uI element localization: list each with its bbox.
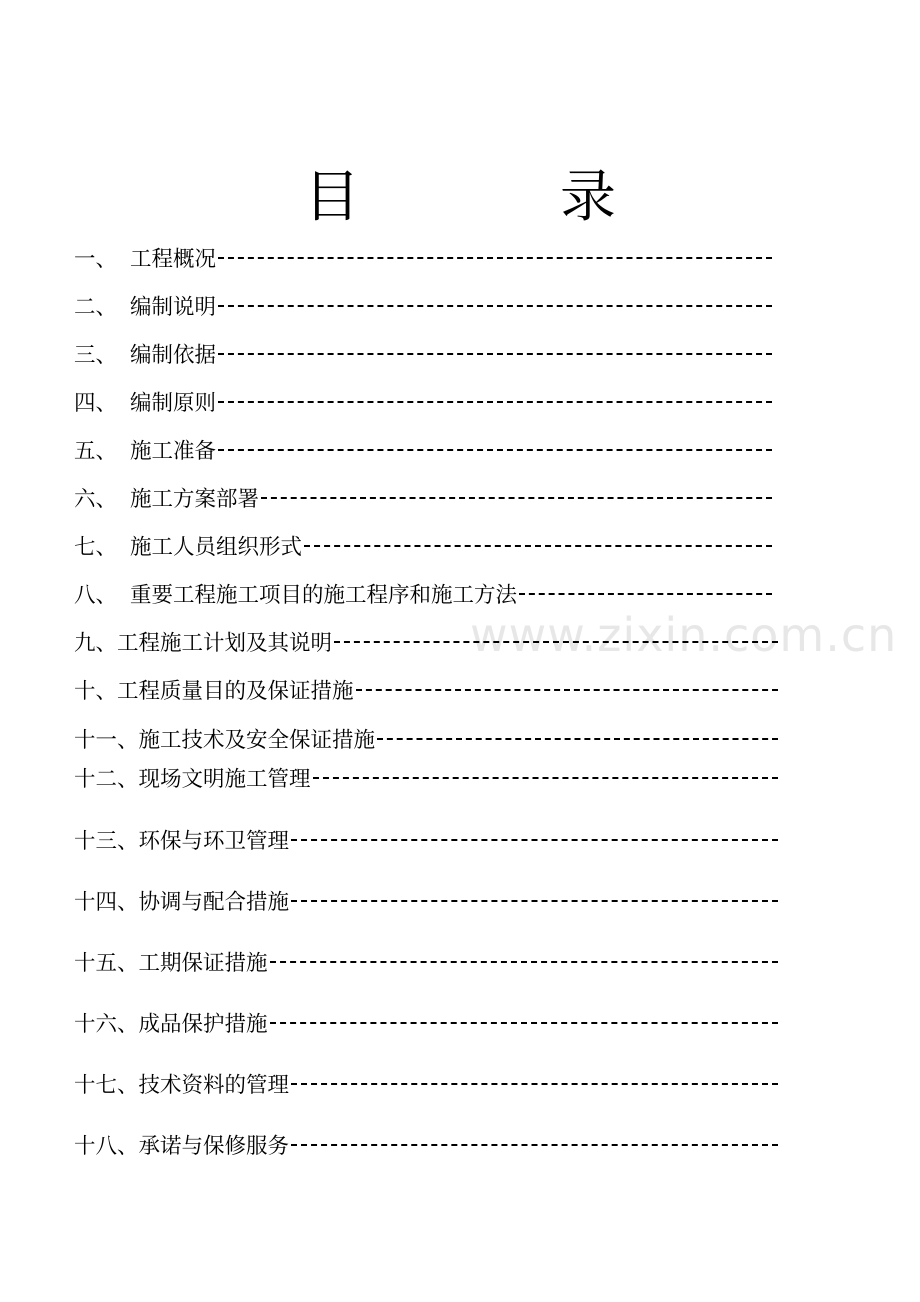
watermark: www.zixin.com.cn xyxy=(470,608,898,662)
toc-entry-number: 十七、 xyxy=(74,1072,139,1098)
toc-entry-number: 九、 xyxy=(74,630,118,656)
toc-entry-label: 成品保护措施 xyxy=(138,1011,268,1037)
toc-entry-number: 十六、 xyxy=(74,1011,139,1037)
page-title: 目 录 xyxy=(304,165,688,230)
toc-entry-number: 十八、 xyxy=(74,1133,139,1159)
toc-entry xyxy=(74,289,772,321)
toc-entry xyxy=(74,481,772,513)
toc-entry-label: 施工技术及安全保证措施 xyxy=(138,727,376,753)
toc-leader xyxy=(356,689,778,691)
toc-leader xyxy=(218,257,772,259)
toc-leader xyxy=(291,1144,778,1146)
toc-entry xyxy=(74,1067,778,1099)
toc-entry-number: 八、 xyxy=(74,582,118,608)
toc-entry xyxy=(74,625,778,657)
toc-entry-label: 编制原则 xyxy=(130,390,217,416)
toc-entry xyxy=(74,945,778,977)
toc-leader xyxy=(313,777,778,779)
toc-leader xyxy=(334,641,778,643)
toc-entry xyxy=(74,529,772,561)
toc-entry xyxy=(74,673,778,705)
toc-entry xyxy=(74,1006,778,1038)
toc-entry-label: 编制说明 xyxy=(130,294,217,320)
toc-entry-label: 现场文明施工管理 xyxy=(138,766,311,792)
toc-entry xyxy=(74,577,772,609)
toc-leader xyxy=(218,305,772,307)
toc-leader xyxy=(270,961,778,963)
toc-leader xyxy=(519,593,772,595)
toc-entry-label: 施工方案部署 xyxy=(130,486,260,512)
toc-entry-number: 二、 xyxy=(74,294,118,320)
toc-entry-label: 环保与环卫管理 xyxy=(138,828,290,854)
toc-entry-label: 工程施工计划及其说明 xyxy=(117,630,333,656)
toc-leader xyxy=(291,839,778,841)
toc-entry-number: 十一、 xyxy=(74,727,139,753)
toc-entry xyxy=(74,823,778,855)
toc-leader xyxy=(218,353,772,355)
toc-entry xyxy=(74,385,772,417)
toc-entry-label: 工程概况 xyxy=(130,246,217,272)
toc-entry xyxy=(74,761,778,793)
toc-entry xyxy=(74,337,772,369)
toc-entry-number: 七、 xyxy=(74,534,118,560)
toc-entry xyxy=(74,884,778,916)
toc-entry-number: 十三、 xyxy=(74,828,139,854)
toc-entry-label: 施工人员组织形式 xyxy=(130,534,303,560)
toc-entry-number: 四、 xyxy=(74,390,118,416)
toc-entry xyxy=(74,241,772,273)
toc-leader xyxy=(377,738,778,740)
toc-leader xyxy=(218,449,772,451)
toc-entry-number: 五、 xyxy=(74,438,118,464)
toc-entry-number: 一、 xyxy=(74,246,118,272)
toc-entry xyxy=(74,722,778,754)
toc-entry xyxy=(74,1128,778,1160)
toc-entry-label: 工程质量目的及保证措施 xyxy=(117,678,354,704)
toc-entry-label: 施工准备 xyxy=(130,438,217,464)
toc-leader xyxy=(261,497,772,499)
toc-entry-number: 三、 xyxy=(74,342,118,368)
toc-entry-number: 十、 xyxy=(74,678,118,704)
toc-entry-label: 协调与配合措施 xyxy=(138,889,290,915)
toc-leader xyxy=(304,545,772,547)
toc-entry-label: 承诺与保修服务 xyxy=(138,1133,290,1159)
toc-leader xyxy=(291,1083,778,1085)
toc-entry-number: 十二、 xyxy=(74,766,139,792)
toc-leader xyxy=(291,900,778,902)
toc-leader xyxy=(270,1022,778,1024)
toc-entry-number: 十五、 xyxy=(74,950,139,976)
toc-entry-number: 六、 xyxy=(74,486,118,512)
toc-entry-label: 技术资料的管理 xyxy=(138,1072,290,1098)
toc-entry-label: 编制依据 xyxy=(130,342,217,368)
toc-entry-number: 十四、 xyxy=(74,889,139,915)
toc-entry xyxy=(74,433,772,465)
toc-leader xyxy=(218,401,772,403)
toc-entry-label: 工期保证措施 xyxy=(138,950,268,976)
toc-entry-label: 重要工程施工项目的施工程序和施工方法 xyxy=(130,582,518,608)
